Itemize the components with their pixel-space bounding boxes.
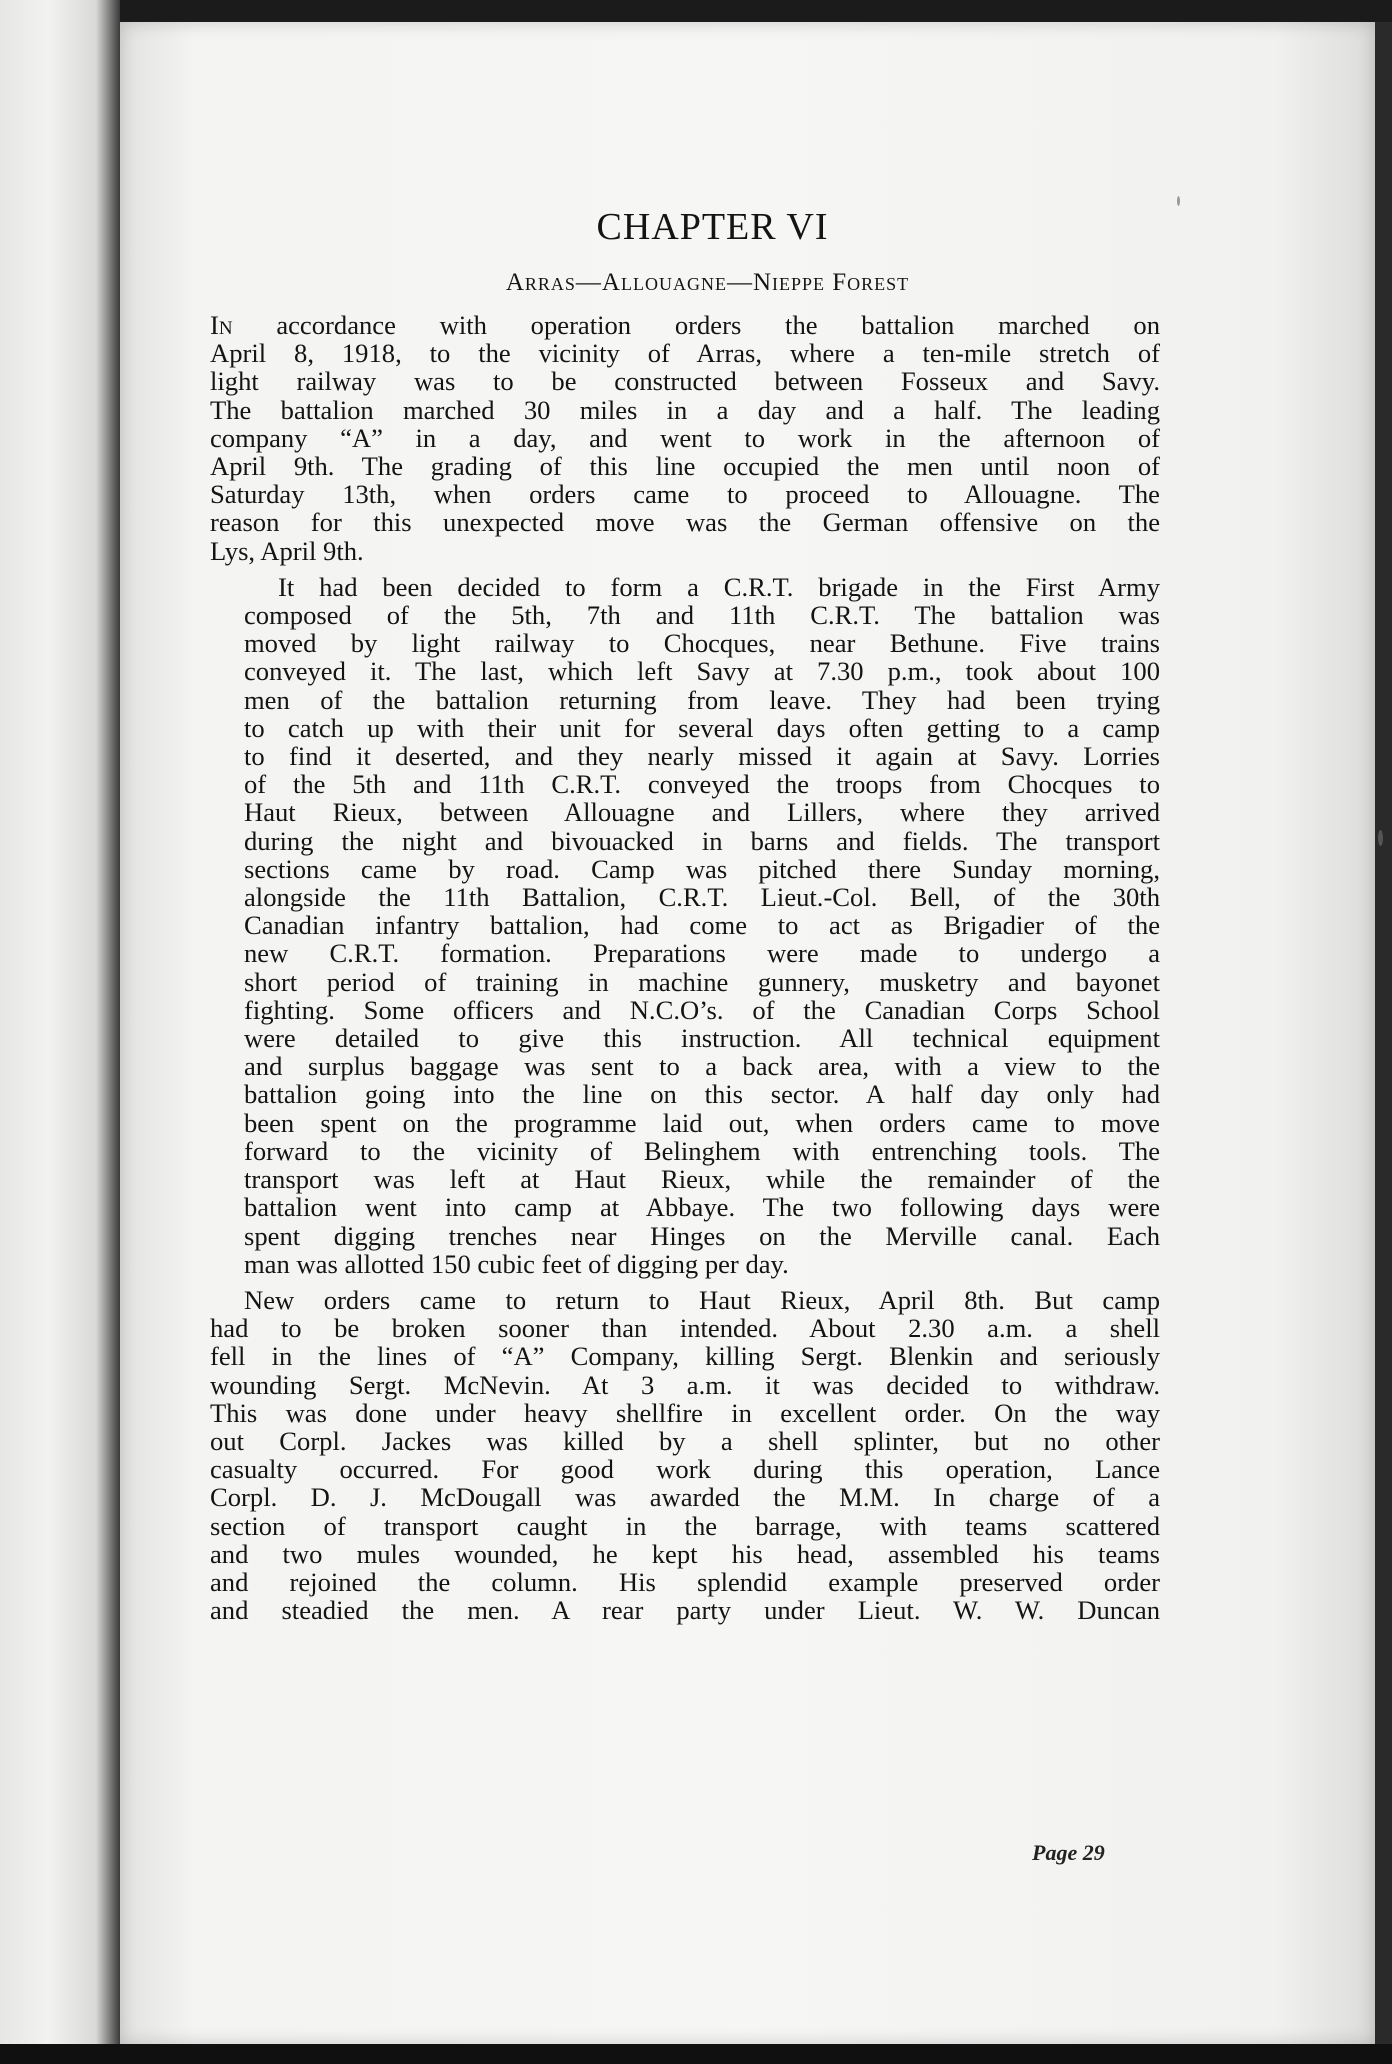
text-line: casualty occurred. For good work during this operation, Lance — [210, 1454, 1160, 1485]
text-line: fighting. Some officers and N.C.O’s. of the Canadian Corps School — [244, 994, 1160, 1025]
text-line — [210, 311, 1160, 339]
text-line: Haut Rieux, between Allouagne and Lillers, where they arrived — [244, 797, 1160, 828]
text-line: been spent on the programme laid out, when orders came to move — [244, 1107, 1160, 1138]
text-line: forward to the vicinity of Belinghem with entrenching tools. The — [244, 1135, 1160, 1166]
text-line: conveyed it. The last, which left Savy at 7.30 p.m., took about 100 — [244, 656, 1160, 687]
paragraph-1 — [210, 311, 1160, 565]
page-content — [210, 205, 1160, 1632]
text-line: new C.R.T. formation. Preparations were made to undergo a — [244, 938, 1160, 969]
text-line: short period of training in machine gunnery, musketry and bayonet — [244, 966, 1160, 997]
page-number: Page 29 — [1032, 1840, 1105, 1865]
text-line: wounding Sergt. McNevin. At 3 a.m. it was decided to withdraw. — [210, 1369, 1160, 1400]
text-line: Saturday 13th, when orders came to proceed to Allouagne. The — [210, 479, 1160, 510]
text-line: out Corpl. Jackes was killed by a shell splinter, but no other — [210, 1425, 1160, 1456]
page-edge-bottom — [0, 2044, 1392, 2064]
text-line: alongside the 11th Battalion, C.R.T. Lieut.-Col. Bell, of the 30th — [244, 882, 1160, 913]
text-line: reason for this unexpected move was the German offensive on the — [210, 507, 1160, 538]
text-line: Lys, April 9th. — [210, 535, 364, 566]
text-line-rest: accordance with operation orders the battalion marched on — [232, 310, 1160, 340]
text-line: Corpl. D. J. McDougall was awarded the M.M. In charge of a — [210, 1482, 1160, 1513]
text-line: company “A” in a day, and went to work in the afternoon of — [210, 422, 1160, 453]
text-line: Canadian infantry battalion, had come to act as Brigadier of the — [244, 910, 1160, 941]
text-line: to catch up with their unit for several days often getting to a camp — [244, 712, 1160, 743]
text-line: New orders came to return to Haut Rieux, April 8th. But camp — [244, 1284, 1160, 1315]
text-line: April 9th. The grading of this line occupied the men until noon of — [210, 451, 1160, 482]
drop-word: In — [210, 310, 233, 340]
text-line: This was done under heavy shellfire in excellent order. On the way — [210, 1397, 1160, 1428]
text-line: moved by light railway to Chocques, near Bethune. Five trains — [244, 628, 1160, 659]
chapter-subtitle: Arras—Allouagne—Nieppe Forest — [505, 269, 910, 296]
text-line: men of the battalion returning from leave. They had been trying — [244, 684, 1160, 715]
text-line: April 8, 1918, to the vicinity of Arras, where a ten-mile stretch of — [210, 338, 1160, 369]
text-line: had to be broken sooner than intended. About 2.30 a.m. a shell — [210, 1313, 1160, 1344]
text-line: and steadied the men. A rear party under Lieut. W. W. Duncan — [210, 1595, 1160, 1626]
book-spine — [0, 0, 120, 2064]
text-line: It had been decided to form a C.R.T. brigade in the First Army — [278, 571, 1160, 602]
text-line: light railway was to be constructed between Fosseux and Savy. — [210, 366, 1160, 397]
text-line: during the night and bivouacked in barns and fields. The transport — [244, 825, 1160, 856]
paragraph-2 — [210, 573, 1160, 1278]
text-line: battalion went into camp at Abbaye. The two following days were — [244, 1192, 1160, 1223]
text-line: The battalion marched 30 miles in a day and a half. The leading — [210, 394, 1160, 425]
text-line: composed of the 5th, 7th and 11th C.R.T. The battalion was — [244, 600, 1160, 631]
text-line: section of transport caught in the barrage, with teams scattered — [210, 1510, 1160, 1541]
paper-speck — [1378, 830, 1383, 846]
text-line: transport was left at Haut Rieux, while the remainder of the — [244, 1164, 1160, 1195]
text-line: sections came by road. Camp was pitched there Sunday morning, — [244, 853, 1160, 884]
text-line: man was allotted 150 cubic feet of digging per day. — [244, 1248, 789, 1279]
paragraph-3 — [210, 1286, 1160, 1624]
text-line: were detailed to give this instruction. All technical equipment — [244, 1023, 1160, 1054]
text-line: spent digging trenches near Hinges on the Merville canal. Each — [244, 1220, 1160, 1251]
text-line: of the 5th and 11th C.R.T. conveyed the troops from Chocques to — [244, 769, 1160, 800]
chapter-title: CHAPTER VI — [596, 206, 829, 248]
text-line: and two mules wounded, he kept his head, assembled his teams — [210, 1538, 1160, 1569]
text-line: and surplus baggage was sent to a back area, with a view to the — [244, 1051, 1160, 1082]
text-line: and rejoined the column. His splendid example preserved order — [210, 1566, 1160, 1597]
text-line: fell in the lines of “A” Company, killing Sergt. Blenkin and seriously — [210, 1341, 1160, 1372]
text-line: battalion going into the line on this sector. A half day only had — [244, 1079, 1160, 1110]
paper-speck — [1177, 196, 1180, 206]
text-line: to find it deserted, and they nearly missed it again at Savy. Lorries — [244, 741, 1160, 772]
page-edge-right — [1375, 22, 1392, 2052]
